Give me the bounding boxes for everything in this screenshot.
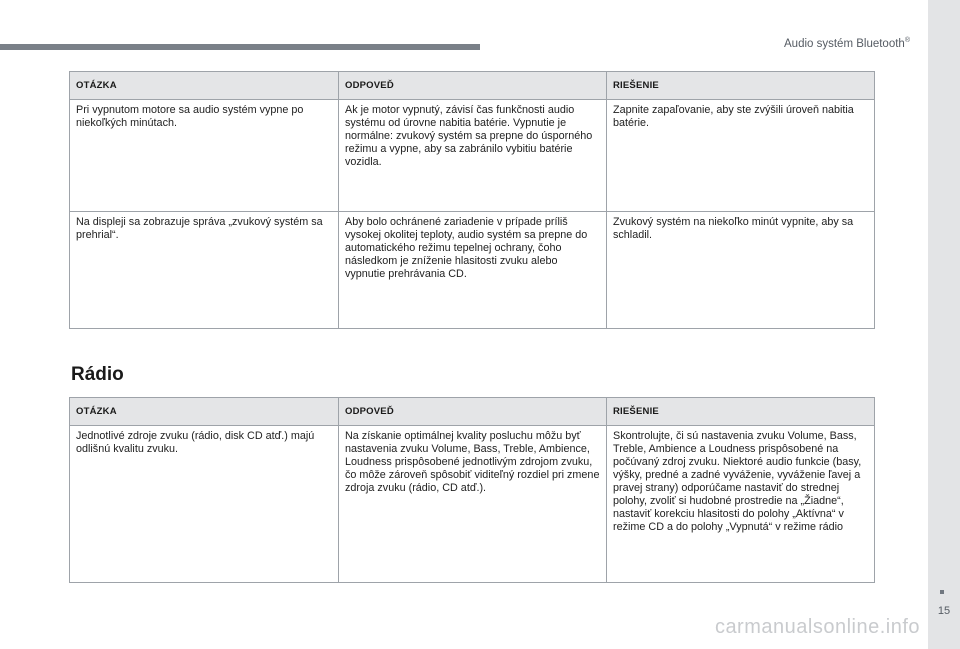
column-header-question: OTÁZKA: [70, 398, 339, 426]
page-bullet-marker: [940, 590, 944, 594]
column-header-answer: ODPOVEĎ: [339, 72, 607, 100]
solution-cell: Zapnite zapaľovanie, aby ste zvýšili úroveň nabitia batérie.: [607, 100, 875, 212]
solution-cell: Skontrolujte, či sú nastavenia zvuku Volume, Bass, Treble, Ambience a Loudness prispôsobené na počúvaný zdroj zvuku. Niektoré audio funkcie (basy, výšky, predné a zadné vyváženie, vyváženie ľavej a pravej strany) odporúčame nastaviť do strednej polohy, zvoliť si hudobné prostredie na „Žiadne“, nastaviť korekciu hlasitosti do polohy „Aktívna“ v režime CD a do polohy „Vypnutá“ v režime rádio: [607, 426, 875, 583]
troubleshooting-table-radio: [69, 397, 875, 583]
troubleshooting-table-general: [69, 71, 875, 329]
table-header-row: [70, 398, 875, 426]
watermark-text: carmanualsonline.info: [714, 616, 920, 638]
column-header-question: OTÁZKA: [70, 72, 339, 100]
header-title-text: Audio systém Bluetooth: [784, 37, 905, 50]
column-header-solution: RIEŠENIE: [607, 72, 875, 100]
section-heading-radio: Rádio: [71, 364, 124, 385]
table-row: [70, 100, 875, 212]
answer-cell: Ak je motor vypnutý, závisí čas funkčnosti audio systému od úrovne nabitia batérie. Vypnutie je normálne: zvukový systém sa prepne do úsporného režimu a vypne, aby sa zabránilo vybitiu batérie vozidla.: [339, 100, 607, 212]
header-rule: [0, 44, 480, 50]
table-header-row: [70, 72, 875, 100]
column-header-solution: RIEŠENIE: [607, 398, 875, 426]
solution-cell: Zvukový systém na niekoľko minút vypnite, aby sa schladil.: [607, 212, 875, 329]
table-row: [70, 212, 875, 329]
page-side-band: [928, 0, 960, 649]
question-cell: Pri vypnutom motore sa audio systém vypne po niekoľkých minútach.: [70, 100, 339, 212]
answer-cell: Aby bolo ochránené zariadenie v prípade príliš vysokej okolitej teploty, audio systém sa prepne do automatického režimu tepelnej ochrany, čoho následkom je zníženie hlasitosti zvuku alebo vypnutie prehrávania CD.: [339, 212, 607, 329]
question-cell: Na displeji sa zobrazuje správa „zvukový systém sa prehrial“.: [70, 212, 339, 329]
page-header-title: [784, 37, 910, 50]
registered-mark: ®: [904, 37, 910, 44]
page-number: 15: [937, 605, 951, 617]
question-cell: Jednotlivé zdroje zvuku (rádio, disk CD atď.) majú odlišnú kvalitu zvuku.: [70, 426, 339, 583]
table-row: [70, 426, 875, 583]
column-header-answer: ODPOVEĎ: [339, 398, 607, 426]
answer-cell: Na získanie optimálnej kvality posluchu môžu byť nastavenia zvuku Volume, Bass, Treble, Ambience, Loudness prispôsobené jednotlivým zdrojom zvuku, čo môže zároveň spôsobiť viditeľný rozdiel pri zmene zdroja zvuku (rádio, CD atď.).: [339, 426, 607, 583]
